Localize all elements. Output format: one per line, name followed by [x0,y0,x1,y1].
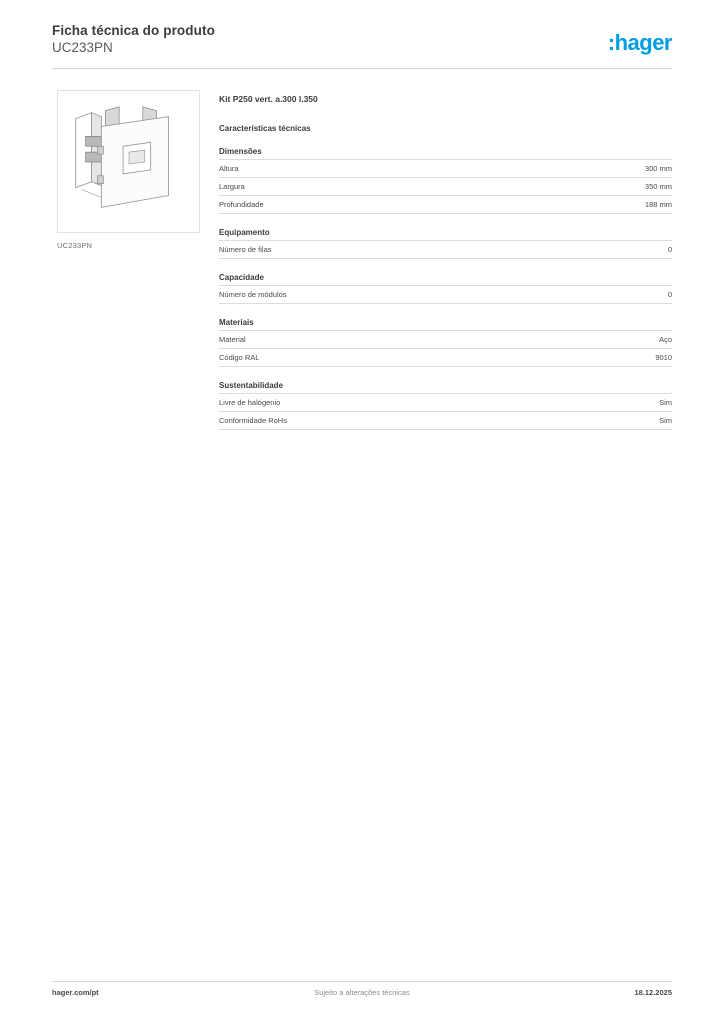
spec-group-title: Sustentabilidade [219,381,284,390]
footer-note: Sujeito a alterações técnicas [314,988,410,997]
spec-label: Número de filas [219,244,272,254]
spec-value: Sim [659,397,672,407]
spec-row [219,177,672,195]
spec-row [219,285,672,304]
spec-label: Código RAL [219,352,260,362]
header-divider [52,68,672,69]
spec-value: 350 mm [644,181,672,191]
hager-logo: :hager [607,30,672,55]
page-footer [52,988,672,1002]
spec-row [219,348,672,367]
page-header [52,22,672,70]
spec-group-dimensoes [219,147,672,214]
spec-value: 0 [667,289,672,299]
spec-label: Conformidade RoHs [219,415,287,425]
spec-row [219,393,672,411]
product-name: Kit P250 vert. a.300 l.350 [219,94,318,104]
spec-group-materiais [219,318,672,367]
spec-row [219,195,672,214]
spec-row [219,330,672,348]
spec-label: Material [219,334,246,344]
spec-value: 0 [667,244,672,254]
page-title: Ficha técnica do produto [52,23,215,38]
product-image-block [57,90,202,250]
spec-group-title: Materiais [219,318,254,327]
specifications [219,94,672,430]
spec-group-sustentabilidade [219,381,672,430]
product-illustration-icon [58,91,199,232]
product-image-frame [57,90,200,233]
product-reference: UC233PN [52,40,113,55]
spec-value: Sim [659,415,672,425]
spec-value: 9010 [655,352,672,362]
spec-group-capacidade [219,273,672,304]
spec-label: Altura [219,163,239,173]
spec-label: Largura [219,181,245,191]
spec-value: Aço [659,334,672,344]
spec-group-title: Equipamento [219,228,270,237]
footer-divider [52,981,672,982]
spec-row [219,159,672,177]
specs-section-title: Características técnicas [219,124,311,133]
spec-label: Profundidade [219,199,264,209]
spec-group-title: Dimensões [219,147,262,156]
spec-label: Livre de halógenio [219,397,281,407]
spec-label: Número de módulos [219,289,287,299]
footer-website[interactable]: hager.com/pt [52,988,99,997]
spec-group-title: Capacidade [219,273,264,282]
spec-row [219,240,672,259]
spec-row [219,411,672,430]
spec-value: 188 mm [644,199,672,209]
spec-group-equipamento [219,228,672,259]
product-image-caption: UC233PN [57,241,93,250]
footer-date: 18.12.2025 [634,988,672,997]
spec-value: 300 mm [644,163,672,173]
